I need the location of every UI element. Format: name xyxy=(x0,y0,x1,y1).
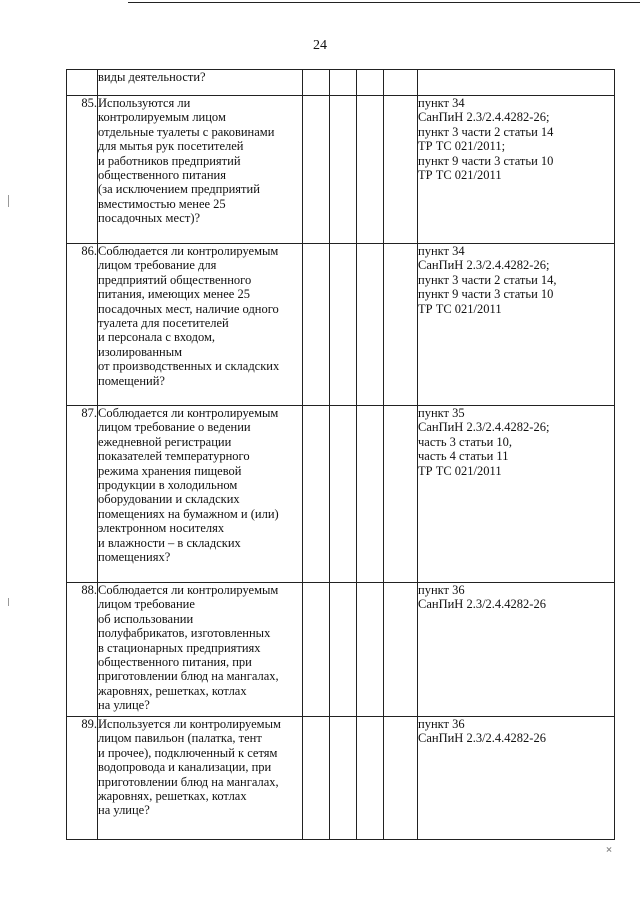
question-line: (за исключением предприятий xyxy=(98,182,260,197)
margin-mark xyxy=(8,598,9,606)
margin-mark xyxy=(8,195,9,207)
question-line: и прочее), подключенный к сетям xyxy=(98,745,278,760)
question-line: общественного питания, при xyxy=(98,655,252,670)
reference-cell xyxy=(418,96,615,244)
question-line: вместимостью менее 25 xyxy=(98,196,226,211)
answer-no-cell xyxy=(330,70,357,96)
answer-na-cell xyxy=(357,244,384,406)
reference-line: СанПиН 2.3/2.4.4282-26; xyxy=(418,258,550,273)
reference-cell xyxy=(418,583,615,717)
question-line: на улице? xyxy=(98,698,150,713)
question-line: об использовании xyxy=(98,611,194,626)
checklist-table xyxy=(66,69,615,840)
table-row xyxy=(67,583,615,717)
question-line: питания, имеющих менее 25 xyxy=(98,287,250,302)
reference-line: СанПиН 2.3/2.4.4282-26 xyxy=(418,731,546,746)
question-line: жаровнях, решетках, котлах xyxy=(98,683,247,698)
number-cell xyxy=(67,70,98,96)
question-line: режима хранения пищевой xyxy=(98,463,242,478)
note-cell xyxy=(384,244,418,406)
note-cell xyxy=(384,70,418,96)
answer-yes-cell xyxy=(303,583,330,717)
table-row xyxy=(67,96,615,244)
question-line: посадочных мест)? xyxy=(98,211,201,226)
question-line: общественного питания xyxy=(98,168,226,183)
reference-line: СанПиН 2.3/2.4.4282-26; xyxy=(418,420,550,435)
page-number: 24 xyxy=(313,38,327,53)
answer-na-cell xyxy=(357,96,384,244)
question-line: помещений? xyxy=(98,373,165,388)
question-line: в стационарных предприятиях xyxy=(98,640,261,655)
reference-line: ТР ТС 021/2011 xyxy=(418,301,502,316)
question-line: контролируемым лицом xyxy=(98,110,226,125)
question-line: Соблюдается ли контролируемым xyxy=(98,583,279,597)
question-line: лицом требование xyxy=(98,597,195,612)
question-line: ежедневной регистрации xyxy=(98,434,232,449)
answer-no-cell xyxy=(330,96,357,244)
reference-cell xyxy=(418,70,615,96)
answer-yes-cell xyxy=(303,717,330,840)
table-row xyxy=(67,406,615,583)
reference-cell xyxy=(418,406,615,583)
reference-line: часть 3 статьи 10, xyxy=(418,434,513,449)
reference-line: СанПиН 2.3/2.4.4282-26 xyxy=(418,597,546,612)
table-row-continuation xyxy=(67,70,615,96)
reference-line: пункт 3 части 2 статьи 14 xyxy=(418,124,554,139)
question-line: лицом требование о ведении xyxy=(98,420,251,435)
reference-line: СанПиН 2.3/2.4.4282-26; xyxy=(418,110,550,125)
reference-line: пункт 36 xyxy=(418,583,465,597)
question-line: помещениях на бумажном и (или) xyxy=(98,506,279,521)
answer-yes-cell xyxy=(303,96,330,244)
reference-line: пункт 9 части 3 статьи 10 xyxy=(418,287,554,302)
question-line: продукции в холодильном xyxy=(98,478,238,493)
question-line: показателей температурного xyxy=(98,449,250,464)
reference-cell xyxy=(418,717,615,840)
reference-line: пункт 34 xyxy=(418,244,465,258)
table-row xyxy=(67,244,615,406)
answer-na-cell xyxy=(357,70,384,96)
top-rule xyxy=(128,2,640,3)
reference-line: пункт 36 xyxy=(418,717,465,731)
question-line: полуфабрикатов, изготовленных xyxy=(98,626,271,641)
question-cell xyxy=(98,583,303,717)
question-line: лицом требование для xyxy=(98,258,217,273)
answer-no-cell xyxy=(330,583,357,717)
question-line: Соблюдается ли контролируемым xyxy=(98,244,279,258)
reference-line: пункт 35 xyxy=(418,406,465,420)
question-line: приготовлении блюд на мангалах, xyxy=(98,774,279,789)
answer-no-cell xyxy=(330,244,357,406)
row-number: 87. xyxy=(67,406,98,583)
question-line: электронном носителях xyxy=(98,521,225,536)
question-line: на улице? xyxy=(98,803,150,818)
question-line: виды деятельности? xyxy=(98,70,206,84)
row-number: 89. xyxy=(67,717,98,840)
question-line: и работников предприятий xyxy=(98,153,241,168)
question-line: и персонала с входом, xyxy=(98,330,216,345)
answer-yes-cell xyxy=(303,244,330,406)
reference-cell xyxy=(418,244,615,406)
question-line: для мытья рук посетителей xyxy=(98,139,244,154)
reference-line: ТР ТС 021/2011 xyxy=(418,168,502,183)
question-line: и влажности – в складских xyxy=(98,535,241,550)
answer-yes-cell xyxy=(303,406,330,583)
question-line: водопровода и канализации, при xyxy=(98,760,272,775)
reference-line: часть 4 статьи 11 xyxy=(418,449,509,464)
answer-yes-cell xyxy=(303,70,330,96)
question-cell xyxy=(98,96,303,244)
answer-no-cell xyxy=(330,406,357,583)
note-cell xyxy=(384,717,418,840)
answer-na-cell xyxy=(357,583,384,717)
row-number: 86. xyxy=(67,244,98,406)
answer-na-cell xyxy=(357,406,384,583)
question-line: Соблюдается ли контролируемым xyxy=(98,406,279,420)
reference-line: пункт 9 части 3 статьи 10 xyxy=(418,153,554,168)
note-cell xyxy=(384,96,418,244)
reference-line: пункт 34 xyxy=(418,96,465,110)
question-line: оборудовании и складских xyxy=(98,492,240,507)
question-line: приготовлении блюд на мангалах, xyxy=(98,669,279,684)
question-line: от производственных и складских xyxy=(98,359,280,374)
answer-na-cell xyxy=(357,717,384,840)
question-line: предприятий общественного xyxy=(98,272,252,287)
reference-line: пункт 3 части 2 статьи 14, xyxy=(418,272,557,287)
table-row xyxy=(67,717,615,840)
question-line: Используются ли xyxy=(98,96,191,110)
question-line: туалета для посетителей xyxy=(98,316,229,331)
question-cell xyxy=(98,717,303,840)
reference-line: ТР ТС 021/2011; xyxy=(418,139,506,154)
reference-line: ТР ТС 021/2011 xyxy=(418,463,502,478)
scan-mark xyxy=(606,846,612,852)
question-line: жаровнях, решетках, котлах xyxy=(98,789,247,804)
question-cell xyxy=(98,70,303,96)
question-cell xyxy=(98,244,303,406)
note-cell xyxy=(384,406,418,583)
row-number: 85. xyxy=(67,96,98,244)
row-number: 88. xyxy=(67,583,98,717)
question-line: Используется ли контролируемым xyxy=(98,717,281,731)
note-cell xyxy=(384,583,418,717)
question-line: изолированным xyxy=(98,344,183,359)
question-line: лицом павильон (палатка, тент xyxy=(98,731,262,746)
question-line: отдельные туалеты с раковинами xyxy=(98,124,275,139)
question-line: помещениях? xyxy=(98,550,171,565)
question-line: посадочных мест, наличие одного xyxy=(98,301,279,316)
question-cell xyxy=(98,406,303,583)
answer-no-cell xyxy=(330,717,357,840)
